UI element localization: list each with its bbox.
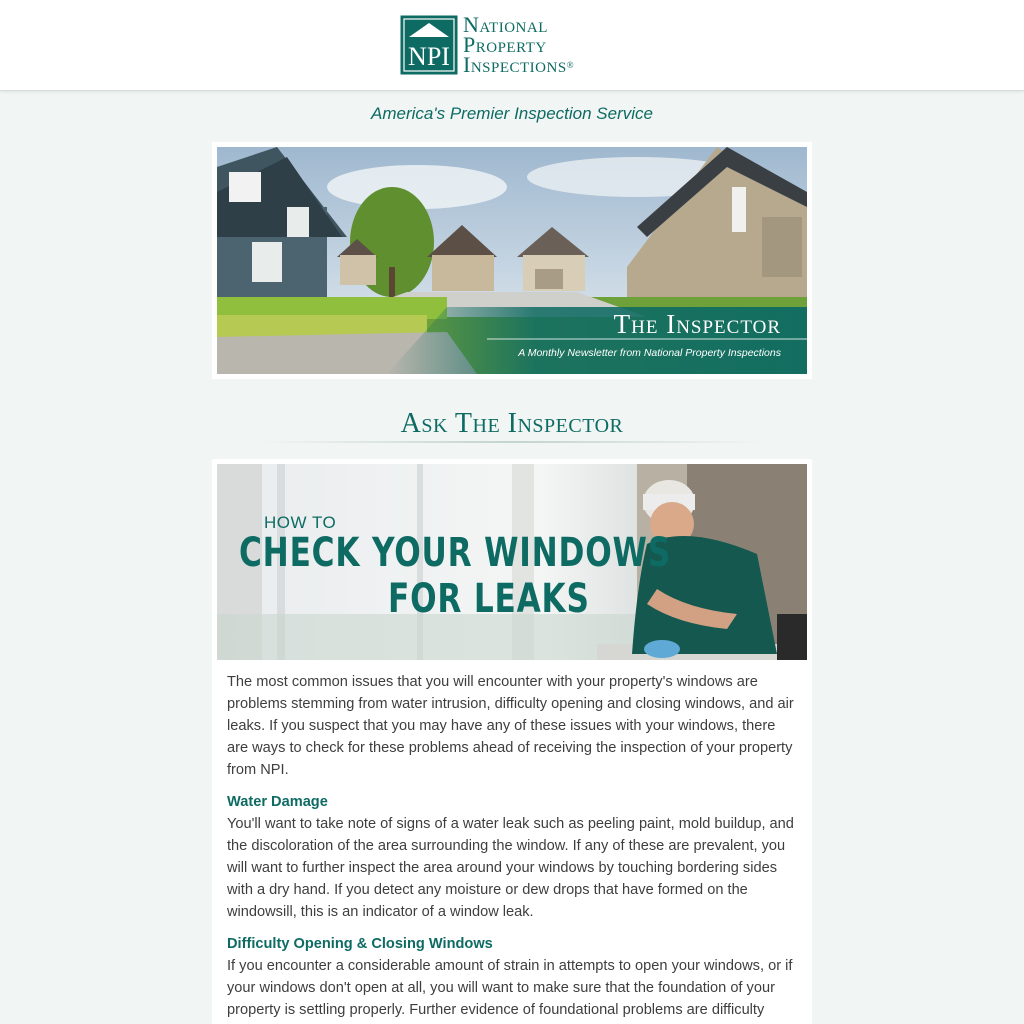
hero-kicker: HOW TO <box>264 513 337 532</box>
section-heading-opening-closing: Difficulty Opening & Closing Windows <box>227 936 493 952</box>
banner-image <box>217 147 807 374</box>
logo-wordmark <box>463 12 575 77</box>
hero-headline-line-2: FOR LEAKS <box>388 576 590 622</box>
article-body <box>217 660 807 1021</box>
article-hero-image[interactable] <box>217 464 807 660</box>
hero-headline-line-1: CHECK YOUR WINDOWS <box>239 530 671 576</box>
logo-line-3-text: Inspections <box>463 52 567 77</box>
npi-house-logo-icon <box>400 15 458 75</box>
banner-subtitle: A Monthly Newsletter from National Property Inspections <box>518 347 781 359</box>
article-intro: The most common issues that you will encounter with your property's windows are problems stemming from water intrusion, difficulty opening and closing windows, and air leaks. If you suspect that you may have any of these issues with your windows, there are ways to check for these problems ahead of receiving the inspection of your property from NPI. <box>227 674 794 778</box>
section-body-opening-closing: If you encounter a considerable amount of strain in attempts to open your windows, or if your windows don't open at all, you will want to make sure that the foundation of your property is settling properly. Further evidence of foundational problems are difficulty <box>227 958 793 1018</box>
site-header <box>0 0 1024 91</box>
npi-logo[interactable] <box>400 12 575 77</box>
logo-line-2: Property <box>463 32 547 57</box>
logo-line-1: National <box>463 12 548 37</box>
article-card <box>212 459 812 1024</box>
logo-mark-text: NPI <box>408 42 450 71</box>
registered-mark: ® <box>566 60 575 70</box>
tagline: America's Premier Inspection Service <box>371 104 653 123</box>
newsletter-banner[interactable] <box>212 142 812 379</box>
logo-line-3 <box>463 52 575 77</box>
section-heading-water-damage: Water Damage <box>227 794 328 810</box>
banner-title: The Inspector <box>613 309 781 339</box>
section-divider <box>262 441 762 443</box>
section-body-water-damage: You'll want to take note of signs of a water leak such as peeling paint, mold buildup, and the discoloration of the area surrounding the window. If any of these are prevalent, you will want to further inspect the area around your windows by touching bordering sides with a dry hand. If you detect any moisture or dew drops that have formed on the windowsill, this is an indicator of a window leak. <box>227 816 794 920</box>
section-title: Ask The Inspector <box>400 408 624 439</box>
